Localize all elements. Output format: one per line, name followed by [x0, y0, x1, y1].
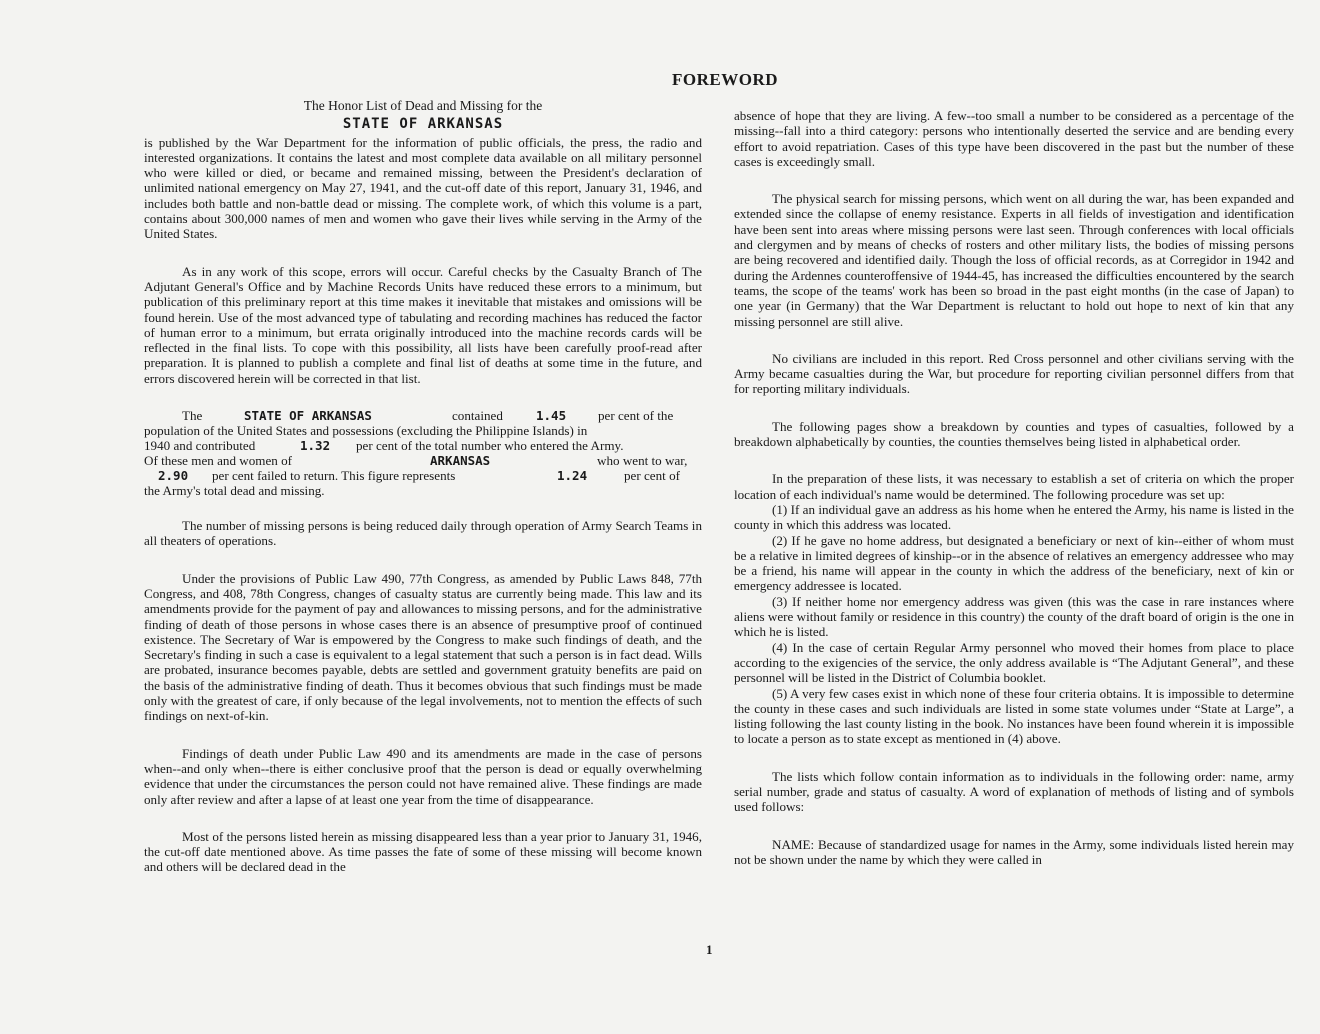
paragraph: is published by the War Department for the information of public officials, the press, the radio and interested organizations. It contains the latest and most complete data available on all military personnel who were killed or died, or became and remained missing, between the President's declaration of unlimited national emergency on May 27, 1941, and the cut-off date of this report, January 31, 1946, and includes both battle and non-battle dead or missing. The complete work, of which this volume is a part, contains about 300,000 names of men and women who gave their lives while serving in the Army of the United States.	[144, 134, 702, 242]
pct-population: 1.45	[536, 408, 567, 424]
state-name-field: STATE OF ARKANSAS	[244, 408, 372, 424]
paragraph: The physical search for missing persons, which went on all during the war, has been expanded and extended since the collapse of enemy resistance. Experts in all fields of investigation and identification have been sent into areas where missing persons were last seen. Through conferences with local officials and clergymen and by means of checks of rosters and other military lists, the bodies of missing persons are being recovered and identified daily. Though the loss of official records, as at Corregidor in 1942 and during the Ardennes counteroffensive of 1944-45, has increased the difficulties encountered by the search teams, the scope of the teams' work has been so broad in the past eight months (in the case of Japan) to one year (in Germany) that the War Department is reluctant to hold out hope to next of kin that any missing personnel are still alive.	[734, 191, 1294, 329]
criterion-1: (1) If an individual gave an address as his home when he entered the Army, his name is listed in the county in which this address was located.	[734, 501, 1294, 533]
state-short-name: ARKANSAS	[430, 453, 491, 469]
paragraph: NAME: Because of standardized usage for names in the Army, some individuals listed herein may not be shown under the name by which they were called in	[734, 836, 1294, 867]
criterion-2: (2) If he gave no home address, but designated a beneficiary or next of kin--either of whom must be a relative in limited degrees of kinship--or in the absence of relatives an emergency addressee who may be a friend, his name will appear in the county in which the address of the beneficiary, next of kin or emergency addressee is located.	[734, 532, 1294, 594]
paragraph: No civilians are included in this report. Red Cross personnel and other civilians serving with the Army became casualties during the War, but procedure for reporting civilian personnel differs from that for reporting military individuals.	[734, 350, 1294, 397]
paragraph: Under the provisions of Public Law 490, 77th Congress, as amended by Public Laws 848, 77th Congress, and 408, 78th Congress, changes of casualty status are currently being made. This law and its amendments provide for the payment of pay and allowances to missing persons, and for the administrative finding of death of those persons in whose cases there is an absence of presumptive proof of continued existence. The Secretary of War is empowered by the Congress to make such findings of death, and the Secretary's finding in such a case is equivalent to a legal statement that such a person is in fact dead. Wills are probated, insurance becomes payable, debts are settled and government gratuity benefits are paid on the basis of the administrative finding of death. Thus it becomes obvious that such findings must be made only with the greatest of care, if only because of the legal involvements, not to mention the effects of such findings on next-of-kin.	[144, 570, 702, 724]
honor-list-subtitle: The Honor List of Dead and Missing for the	[303, 98, 543, 113]
criterion-5: (5) A very few cases exist in which none of these four criteria obtains. It is impossible to determine the county in these cases and such individuals are listed in some state volumes under “State at Large”, a listing following the last county listing in the book. No instances have been found wherein it is impossible to locate a person as to state except as mentioned in (4) above.	[734, 685, 1294, 747]
paragraph: The number of missing persons is being reduced daily through operation of Army Search Teams in all theaters of operations.	[144, 518, 702, 549]
pct-failed: 2.90	[158, 468, 189, 484]
paragraph: absence of hope that they are living. A few--too small a number to be considered as a percentage of the missing--fall into a third category: persons who intentionally deserted the service and are bending every effort to avoid repatriation. Cases of this type have been discovered in the past but the number of these cases is exceedingly small.	[734, 108, 1294, 169]
statistics-paragraph: The STATE OF ARKANSAS contained 1.45 per cent of the population of the United States and possessions (excluding the Philippine Islands) in 1940 and contributed 1.32 per cent of the total number who entered the Army. Of these men and women of ARKANSAS who went to war, 2.90 per cent failed to return. This figure represents 1.24 per cent of the Army's total dead and missing.	[144, 408, 688, 499]
page-number: 1	[706, 942, 713, 957]
paragraph: Findings of death under Public Law 490 and its amendments are made in the case of persons when--and only when--there is either conclusive proof that the person is dead or equally overwhelming evidence that under the circumstances the person could not have remained alive. These findings are made only after review and after a lapse of at least one year from the time of disappearance.	[144, 745, 702, 807]
paragraph: In the preparation of these lists, it was necessary to establish a set of criteria on which the proper location of each individual's name would be determined. The following procedure was set up:	[734, 471, 1294, 502]
state-name: STATE OF ARKANSAS	[342, 116, 504, 133]
paragraph: The following pages show a breakdown by counties and types of casualties, followed by a breakdown alphabetically by counties, the counties themselves being listed in alphabetical order.	[734, 418, 1294, 450]
right-column	[734, 108, 1294, 867]
paragraph: Most of the persons listed herein as missing disappeared less than a year prior to January 31, 1946, the cut-off date mentioned above. As time passes the fate of some of these missing will become known and others will be declared dead in the	[144, 828, 702, 875]
pct-represents: 1.24	[557, 468, 588, 484]
foreword-heading: FOREWORD	[672, 70, 778, 89]
criterion-4: (4) In the case of certain Regular Army personnel who moved their homes from place to place according to the exigencies of the service, the only address available is “The Adjutant General”, and these personnel will be listed in the District of Columbia booklet.	[734, 639, 1294, 686]
paragraph: The lists which follow contain information as to individuals in the following order: name, army serial number, grade and status of casualty. A word of explanation of methods of listing and of symbols used follows:	[734, 768, 1294, 815]
pct-contributed: 1.32	[300, 438, 331, 454]
criterion-3: (3) If neither home nor emergency address was given (this was the case in rare instances where aliens were without family or residence in this country) the county of the draft board of origin is the one in which he is listed.	[734, 593, 1294, 640]
paragraph: As in any work of this scope, errors will occur. Careful checks by the Casualty Branch of The Adjutant General's Office and by Machine Records Units have reduced these errors to a minimum, but publication of this preliminary report at this time makes it inevitable that mistakes and omissions will be found herein. Use of the most advanced type of tabulating and recording machines has reduced the factor of human error to a minimum, but errata originally introduced into the machine records cards will be reflected in the final lists. To cope with this possibility, all lists have been carefully proof-read after preparation. It is planned to publish a complete and final list of deaths at some time in the future, and errors discovered herein will be corrected in that list.	[144, 263, 702, 386]
left-column	[144, 98, 702, 875]
